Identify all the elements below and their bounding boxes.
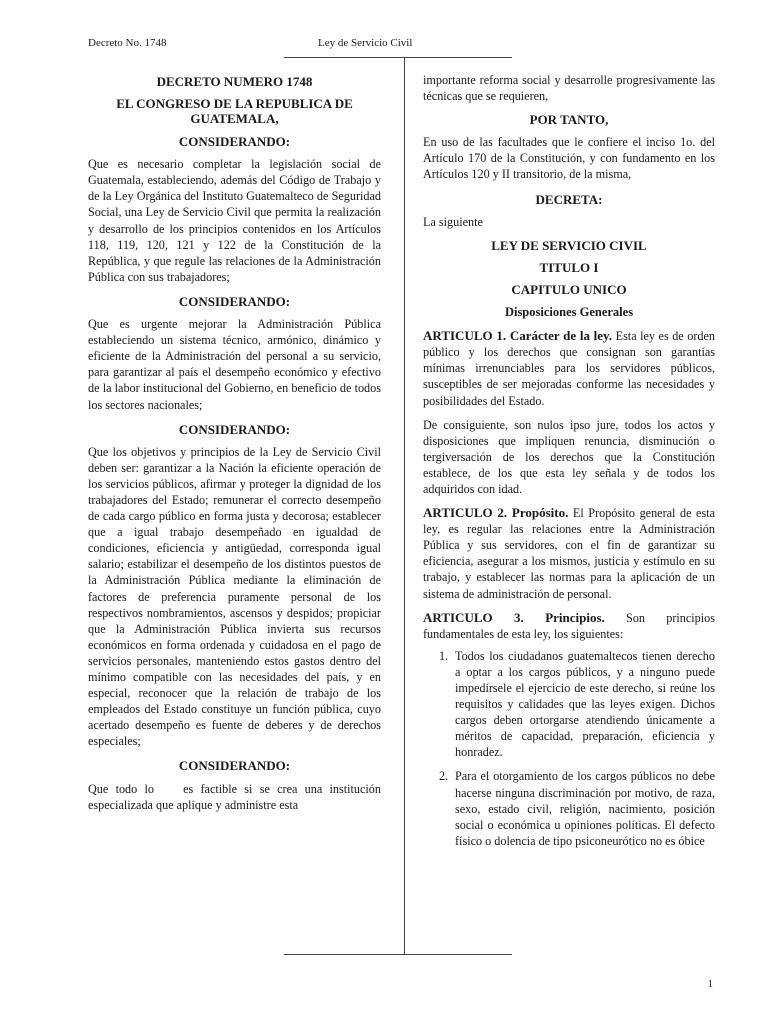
- considerando-heading-3: CONSIDERANDO:: [178, 421, 291, 437]
- list-item-number: 2.: [439, 769, 449, 784]
- facultades-paragraph: En uso de las facultades que le confiere el inciso 1o. del Artículo 170 de la Constitución, y con fundamento en los Artículos 120 y II transitorio, de la misma,: [423, 135, 715, 182]
- congress-title: EL CONGRESO DE LA REPUBLICA DE GUATEMALA,: [116, 96, 353, 127]
- page-number: 1: [707, 978, 713, 990]
- article-1-title: ARTICULO 1. Carácter de la ley.: [423, 328, 613, 344]
- considerando-paragraph-1: Que es necesario completar la legislación social de Guatemala, estableciendo, además del Código de Trabajo y de la Ley Orgánica del Instituto Guatemalteco de Seguridad Social, una Ley de Servicio Civil que permita la realización y desarrollo de los principios contenidos en los Artículos 118, 119, 120, 121 y 122 de la Constitución de la República, y que regule las relaciones de la Administración Pública con sus trabajadores;: [88, 157, 381, 284]
- footer-rule: [284, 954, 512, 955]
- la-siguiente-text: La siguiente: [423, 214, 483, 229]
- left-column: [88, 74, 385, 813]
- considerando-heading-1: CONSIDERANDO:: [178, 134, 291, 150]
- titulo-heading: TITULO I: [539, 259, 599, 275]
- header-law-title: Ley de Servicio Civil: [318, 37, 413, 49]
- list-item: [423, 648, 715, 761]
- column-divider: [404, 57, 405, 954]
- article-1-paragraph-2: De consiguiente, son nulos ipso jure, todos los actos y disposiciones que impliquen renuncia, disminución o tergiversación de los derechos que la Constitución establece, de los que esta ley señala y de todos los adquiridos con idad.: [423, 417, 715, 496]
- list-item-text: Para el otorgamiento de los cargos públicos no debe hacerse ninguna discriminación por motivo, de raza, sexo, estado civil, religión, nacimiento, posición social o económica u opiniones políticas. El defecto físico o dolencia de tipo psiconeurótico no es óbice: [455, 769, 715, 848]
- article-3-text: Son principios fundamentales de esta ley, los siguientes:: [423, 610, 715, 641]
- capitulo-heading: CAPITULO UNICO: [511, 281, 627, 297]
- article-2-text: El Propósito general de esta ley, es regular las relaciones entre la Administración Pública y sus servidores, con el fin de garantizar su eficiencia, asegurar a los mismos, justicia y estímulo en su trabajo, y establecer las normas para la aplicación de un sistema de administración de personal.: [423, 506, 715, 601]
- law-heading: LEY DE SERVICIO CIVIL: [491, 237, 647, 253]
- article-1-text: Esta ley es de orden público y los derechos que consignan son garantías mínimas irrenunciables para los servidores públicos, susceptibles de ser mejoradas conforme las necesidades y posibilidades del Estado.: [423, 329, 715, 408]
- header-decree-number: Decreto No. 1748: [88, 37, 167, 49]
- considerando-paragraph-4: Que todo lo es factible si se crea una institución especializada que aplique y administre esta: [88, 781, 385, 812]
- considerando-heading-4: CONSIDERANDO:: [178, 758, 291, 774]
- disposiciones-heading: Disposiciones Generales: [504, 305, 634, 320]
- decreta-heading: DECRETA:: [535, 191, 603, 207]
- list-item-text: Todos los ciudadanos guatemaltecos tienen derecho a optar a los cargos públicos, y a ninguno puede impedírsele el ejercicio de este derecho, si reúne los requisitos y calidades que las leyes exigen. Dichos cargos deben ortorgarse atendiendo únicamente a méritos de capacidad, preparación, eficiencia y honradez.: [455, 648, 715, 760]
- article-3: [423, 610, 715, 642]
- list-item-number: 1.: [439, 648, 449, 663]
- list-item: [423, 768, 715, 848]
- por-tanto-heading: POR TANTO,: [529, 112, 609, 128]
- principles-list: [423, 648, 715, 849]
- reform-paragraph: importante reforma social y desarrolle progresivamente las técnicas que se requieren,: [423, 73, 715, 104]
- article-2-title: ARTICULO 2. Propósito.: [423, 505, 569, 521]
- article-3-title: ARTICULO 3. Principios.: [423, 609, 605, 625]
- article-1: [423, 328, 715, 408]
- right-column: [423, 72, 715, 857]
- considerando-paragraph-2: Que es urgente mejorar la Administración Pública estableciendo un sistema técnico, armónico, dinámico y eficiente de la Administración del personal a su servicio, para garantizar al país el desempeño económico y efectivo de la labor institucional del Gobierno, en beneficio de todos los sectores nacionales;: [88, 317, 381, 412]
- header-rule: [284, 57, 512, 58]
- article-2: [423, 505, 715, 602]
- decree-title: DECRETO NUMERO 1748: [156, 74, 313, 89]
- considerando-paragraph-3: Que los objetivos y principios de la Ley de Servicio Civil deben ser: garantizar a la Nación la eficiente operación de los servicios públicos, afirmar y proteger la dignidad de los trabajadores del Estado; remunerar el correcto desempeño de cada cargo público en forma justa y decorosa; establecer que a igual trabajo desempeñado en igualdad de condiciones, eficiencia y antigüedad, corresponda igual salario; estabilizar el desempeño de los distintos puestos de la Administración Pública mediante la eliminación de factores de preferencia puramente personal de los respectivos nombramientos, ascensos y despidos; propiciar que la Administración Pública invierta sus recursos económicos en forma ordenada y cuidadosa en el pago de servicios personales, manteniendo estos gastos dentro del mínimo compatible con las necesidades del país, y en especial, reconocer que la relación de trabajo de los empleados del Estado constituye un función pública, cuyo acertado desempeño es fuente de deberes y de derechos especiales;: [88, 444, 381, 749]
- considerando-heading-2: CONSIDERANDO:: [178, 293, 291, 309]
